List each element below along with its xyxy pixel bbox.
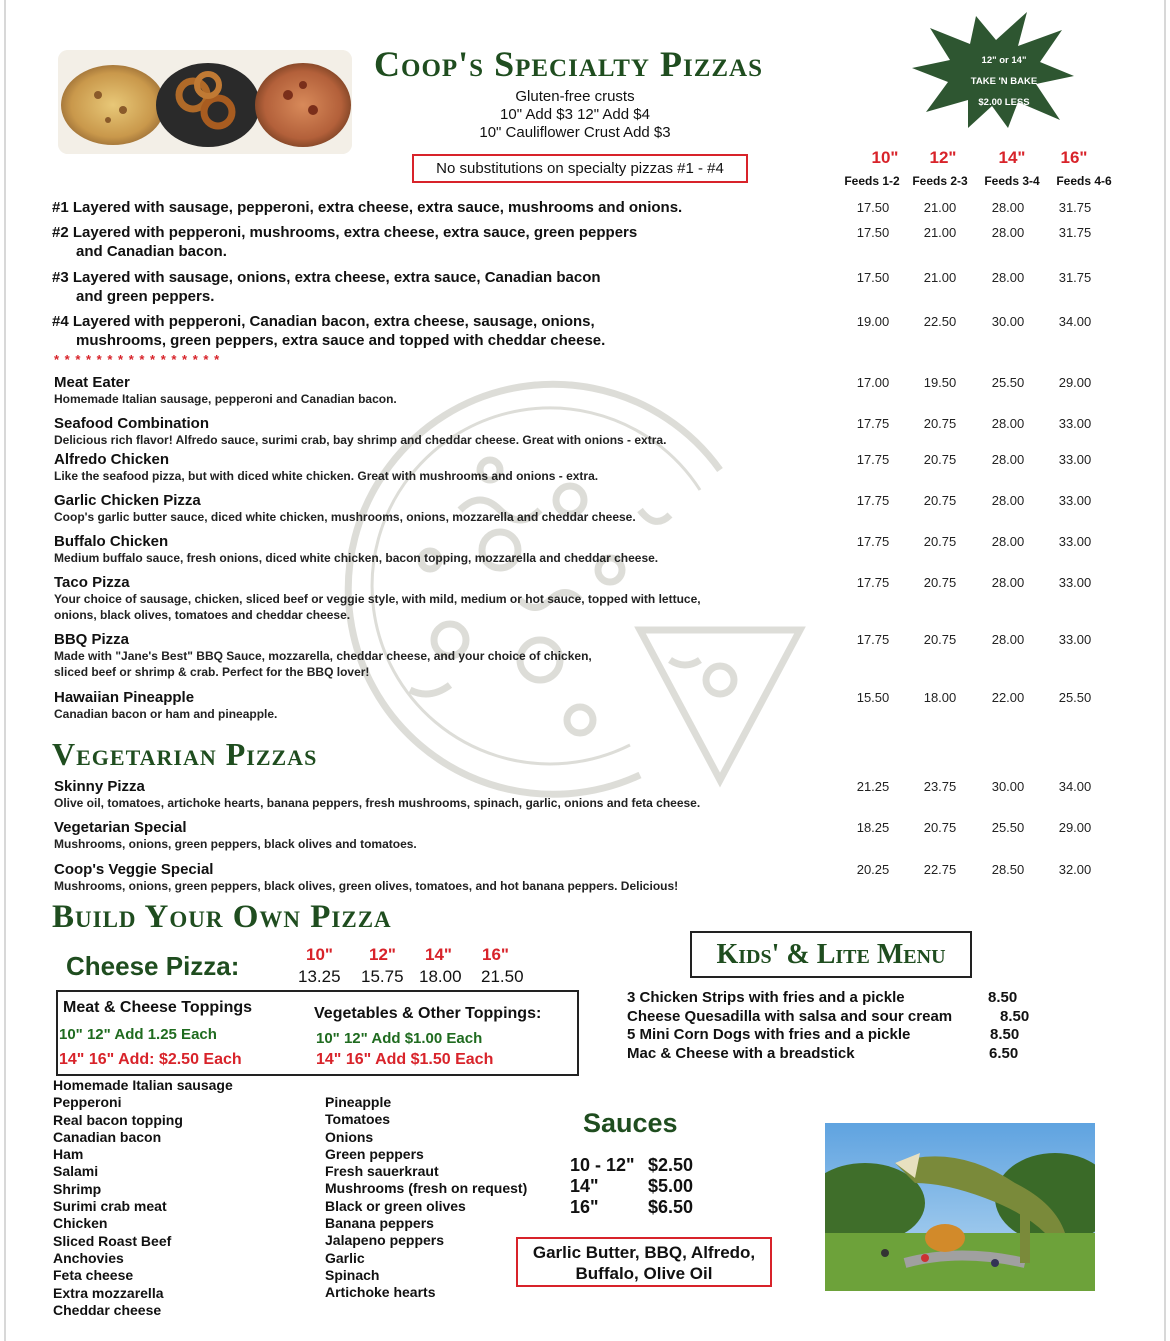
list-item: Artichoke hearts <box>325 1284 436 1301</box>
list-item: Cheddar cheese <box>53 1301 162 1318</box>
size-header-10: 10" <box>871 148 899 167</box>
meat-price-large: 14" 16" Add: $2.50 Each <box>59 1051 242 1068</box>
item-desc: Canadian bacon or ham and pineapple. <box>54 707 278 721</box>
item-name: BBQ Pizza <box>54 631 130 648</box>
meat-price-small: 10" 12" Add 1.25 Each <box>59 1026 217 1043</box>
list-item: Homemade Italian sausage <box>53 1077 233 1093</box>
item-coops-veggie <box>54 861 678 894</box>
feeds-12: Feeds 2-3 <box>912 174 968 188</box>
meat-toppings-title: Meat & Cheese Toppings <box>63 999 253 1016</box>
item-desc: Homemade Italian sausage, pepperoni and Canadian bacon. <box>54 392 397 406</box>
kids-item-name: 3 Chicken Strips with fries and a pickle <box>627 989 905 1006</box>
price-cell: 33.00 <box>1058 493 1092 508</box>
item-skinny <box>54 778 700 811</box>
list-item: Mushrooms (fresh on request) <box>325 1180 528 1197</box>
list-item: Real bacon topping <box>53 1111 183 1128</box>
special-1 <box>52 198 682 217</box>
special-text: #4 Layered with pepperoni, Canadian bacon, extra cheese, sausage, onions, <box>52 313 595 330</box>
list-item: Sliced Roast Beef <box>53 1232 172 1249</box>
list-item: Jalapeno peppers <box>325 1232 445 1249</box>
sauce-size: 14" <box>570 1176 599 1196</box>
price-cell: 20.75 <box>923 416 957 431</box>
item-name: Taco Pizza <box>54 574 130 591</box>
list-item: Feta cheese <box>53 1267 134 1284</box>
item-name: Hawaiian Pineapple <box>54 689 195 706</box>
price-cell: 30.00 <box>991 314 1025 329</box>
sauce-row <box>570 1176 710 1197</box>
item-desc: Your choice of sausage, chicken, sliced beef or veggie style, with mild, medium or hot sauce, topped with lettuce, <box>54 592 701 606</box>
crust-info <box>400 88 750 142</box>
item-meat-eater <box>54 374 397 407</box>
right-border <box>1164 0 1166 1341</box>
item-name: Skinny Pizza <box>54 778 145 795</box>
left-border <box>4 0 6 1341</box>
price-cell: 15.50 <box>856 690 890 705</box>
kids-item <box>627 1026 1037 1045</box>
kids-item <box>627 989 1037 1008</box>
price-cell: 28.50 <box>991 862 1025 877</box>
sauce-prices <box>570 1155 710 1218</box>
kids-item-price: 8.50 <box>1000 1007 1030 1025</box>
veg-price-large: 14" 16" Add $1.50 Each <box>316 1051 494 1068</box>
sauce-price: $6.50 <box>648 1197 694 1217</box>
item-name: Meat Eater <box>54 374 130 391</box>
item-desc: sliced beef or shrimp & crab. Perfect for the BBQ lover! <box>54 665 370 679</box>
cheese-price: 15.75 <box>361 967 404 986</box>
price-cell: 18.25 <box>856 820 890 835</box>
price-cell: 32.00 <box>1058 862 1092 877</box>
sauce-row <box>570 1197 710 1218</box>
badge-line: TAKE 'N BAKE <box>970 76 1038 87</box>
item-name: Alfredo Chicken <box>54 451 170 468</box>
price-cell: 28.00 <box>991 200 1025 215</box>
sauce-size: 16" <box>570 1197 599 1217</box>
list-item: Green peppers <box>325 1145 424 1162</box>
item-seafood <box>54 415 666 448</box>
price-cell: 23.75 <box>923 779 957 794</box>
veg-price-small: 10" 12" Add $1.00 Each <box>316 1030 483 1047</box>
list-item: Ham <box>53 1146 84 1163</box>
list-item: Black or green olives <box>325 1197 466 1214</box>
price-cell: 20.75 <box>923 632 957 647</box>
list-item: Chicken <box>53 1215 108 1232</box>
feeds-10: Feeds 1-2 <box>844 174 900 188</box>
kids-item-price: 6.50 <box>989 1045 1019 1063</box>
list-item: Pineapple <box>325 1094 392 1110</box>
crust-line: Gluten-free crusts <box>515 88 635 105</box>
price-cell: 20.75 <box>923 575 957 590</box>
item-desc: onions, black olives, tomatoes and cheddar cheese. <box>54 608 351 622</box>
cheese-size: 12" <box>369 945 396 964</box>
price-cell: 28.00 <box>991 575 1025 590</box>
price-cell: 20.75 <box>923 820 957 835</box>
item-buffalo <box>54 533 658 566</box>
feeds-14: Feeds 3-4 <box>984 174 1040 188</box>
price-cell: 21.00 <box>923 200 957 215</box>
item-garlic-chicken <box>54 492 636 525</box>
item-desc: Mushrooms, onions, green peppers, black olives and tomatoes. <box>54 837 417 851</box>
kids-menu-list <box>627 989 1037 1064</box>
price-cell: 22.75 <box>923 862 957 877</box>
price-cell: 17.75 <box>856 534 890 549</box>
price-cell: 28.00 <box>991 632 1025 647</box>
price-cell: 33.00 <box>1058 452 1092 467</box>
star-separator: * * * * * * * * * * * * * * * * <box>54 352 221 367</box>
item-desc: Medium buffalo sauce, fresh onions, diced white chicken, bacon topping, mozzarella and cheddar cheese. <box>54 551 659 565</box>
list-item: Garlic <box>325 1249 365 1266</box>
item-veg-special <box>54 819 417 852</box>
cheese-price: 21.50 <box>481 967 524 986</box>
size-header-16: 16" <box>1060 148 1088 167</box>
kids-item-name: Mac & Cheese with a breadstick <box>627 1045 855 1063</box>
price-cell: 22.00 <box>991 690 1025 705</box>
price-cell: 21.00 <box>923 225 957 240</box>
item-name: Seafood Combination <box>54 415 209 432</box>
kids-menu-title: Kids' & Lite Menu <box>716 939 946 970</box>
item-taco <box>54 574 701 623</box>
item-desc: Like the seafood pizza, but with diced white chicken. Great with mushrooms and onions - extra. <box>54 469 599 483</box>
price-cell: 33.00 <box>1058 534 1092 549</box>
price-cell: 18.00 <box>923 690 957 705</box>
price-cell: 29.00 <box>1058 820 1092 835</box>
cheese-price: 13.25 <box>298 967 341 986</box>
list-item: Banana peppers <box>325 1215 434 1232</box>
sauce-options-line: Buffalo, Olive Oil <box>575 1264 713 1283</box>
special-text: #1 Layered with sausage, pepperoni, extra cheese, extra sauce, mushrooms and onions. <box>52 199 683 216</box>
price-cell: 25.50 <box>991 820 1025 835</box>
price-cell: 25.50 <box>991 375 1025 390</box>
sauce-row <box>570 1155 710 1176</box>
price-cell: 20.75 <box>923 493 957 508</box>
item-name: Vegetarian Special <box>54 819 187 836</box>
badge-line: 12" or 14" <box>981 55 1027 66</box>
list-item: Shrimp <box>53 1180 102 1197</box>
item-alfredo <box>54 451 598 484</box>
special-text: mushrooms, green peppers, extra sauce and topped with cheddar cheese. <box>76 332 606 349</box>
page-title: Coop's Specialty Pizzas <box>374 44 764 84</box>
special-text: and Canadian bacon. <box>76 243 227 260</box>
list-item: Pepperoni <box>53 1094 122 1111</box>
price-cell: 28.00 <box>991 225 1025 240</box>
list-item: Spinach <box>325 1266 380 1283</box>
cheese-pizza-label: Cheese Pizza: <box>66 951 240 981</box>
cheese-size: 14" <box>425 945 452 964</box>
list-item: Onions <box>325 1128 374 1145</box>
cheese-price: 18.00 <box>419 967 462 986</box>
price-cell: 17.75 <box>856 575 890 590</box>
list-item: Tomatoes <box>325 1111 391 1128</box>
size-header-12: 12" <box>929 148 957 167</box>
build-title: Build Your Own Pizza <box>52 899 392 935</box>
special-3 <box>52 268 601 306</box>
list-item: Fresh sauerkraut <box>325 1163 439 1180</box>
muskie-statue-photo <box>825 1123 1095 1291</box>
price-cell: 22.50 <box>923 314 957 329</box>
sauce-options-box <box>516 1237 772 1287</box>
item-desc: Made with "Jane's Best" BBQ Sauce, mozzarella, cheddar cheese, and your choice of chicken, <box>54 649 592 663</box>
price-cell: 28.00 <box>991 416 1025 431</box>
price-cell: 17.75 <box>856 416 890 431</box>
price-cell: 31.75 <box>1058 200 1092 215</box>
kids-menu-title-box <box>690 931 972 978</box>
no-substitution-note: No substitutions on specialty pizzas #1 - #4 <box>412 154 748 183</box>
special-2 <box>52 223 637 261</box>
price-cell: 28.00 <box>991 270 1025 285</box>
price-cell: 31.75 <box>1058 225 1092 240</box>
item-name: Garlic Chicken Pizza <box>54 492 201 509</box>
price-cell: 29.00 <box>1058 375 1092 390</box>
price-cell: 31.75 <box>1058 270 1092 285</box>
feeds-16: Feeds 4-6 <box>1056 174 1112 188</box>
crust-line: 10" Cauliflower Crust Add $3 <box>479 124 671 141</box>
special-text: and green peppers. <box>76 288 215 305</box>
kids-item-name: 5 Mini Corn Dogs with fries and a pickle <box>627 1026 911 1044</box>
item-desc: Mushrooms, onions, green peppers, black olives, green olives, tomatoes, and hot banana peppers. Delicious! <box>54 879 679 893</box>
price-cell: 28.00 <box>991 452 1025 467</box>
price-cell: 17.50 <box>856 270 890 285</box>
price-cell: 17.75 <box>856 632 890 647</box>
list-item: Anchovies <box>53 1249 124 1266</box>
price-cell: 20.75 <box>923 452 957 467</box>
price-cell: 19.50 <box>923 375 957 390</box>
price-cell: 21.00 <box>923 270 957 285</box>
item-name: Coop's Veggie Special <box>54 861 214 878</box>
item-bbq <box>54 631 592 680</box>
star-badge-text <box>912 50 1096 113</box>
price-cell: 17.50 <box>856 225 890 240</box>
vegetarian-title: Vegetarian Pizzas <box>52 736 318 772</box>
price-cell: 17.50 <box>856 200 890 215</box>
price-cell: 34.00 <box>1058 779 1092 794</box>
veg-toppings-title: Vegetables & Other Toppings: <box>314 1005 542 1022</box>
meat-topping-list <box>53 1077 233 1319</box>
sauce-price: $2.50 <box>648 1155 694 1175</box>
badge-line: $2.00 LESS <box>978 97 1030 108</box>
item-desc: Olive oil, tomatoes, artichoke hearts, banana peppers, fresh mushrooms, spinach, garlic, onions and feta cheese. <box>54 796 701 810</box>
kids-item-price: 8.50 <box>990 1026 1020 1044</box>
price-cell: 33.00 <box>1058 632 1092 647</box>
crust-line: 10" Add $3 12" Add $4 <box>500 106 650 123</box>
kids-item <box>627 1045 1037 1064</box>
list-item: Surimi crab meat <box>53 1198 167 1215</box>
special-text: #2 Layered with pepperoni, mushrooms, extra cheese, extra sauce, green peppers <box>52 224 638 241</box>
list-item: Canadian bacon <box>53 1128 162 1145</box>
pizza-photo <box>58 50 352 154</box>
kids-item <box>627 1008 1037 1027</box>
price-cell: 17.75 <box>856 493 890 508</box>
item-hawaiian <box>54 689 277 722</box>
kids-item-name: Cheese Quesadilla with salsa and sour cream <box>627 1007 953 1025</box>
list-item: Extra mozzarella <box>53 1284 164 1301</box>
sauce-options-line: Garlic Butter, BBQ, Alfredo, <box>532 1243 756 1262</box>
sauces-title: Sauces <box>583 1108 678 1138</box>
price-cell: 20.25 <box>856 862 890 877</box>
price-cell: 33.00 <box>1058 416 1092 431</box>
item-name: Buffalo Chicken <box>54 533 169 550</box>
special-text: #3 Layered with sausage, onions, extra cheese, extra sauce, Canadian bacon <box>52 269 601 286</box>
list-item: Salami <box>53 1163 99 1180</box>
cheese-size: 16" <box>482 945 509 964</box>
kids-item-price: 8.50 <box>988 989 1018 1006</box>
price-cell: 19.00 <box>856 314 890 329</box>
price-cell: 21.25 <box>856 779 890 794</box>
price-cell: 17.00 <box>856 375 890 390</box>
price-cell: 20.75 <box>923 534 957 549</box>
toppings-box <box>56 990 579 1076</box>
cheese-size: 10" <box>306 945 333 964</box>
price-cell: 28.00 <box>991 534 1025 549</box>
sauce-size: 10 - 12" <box>570 1155 635 1175</box>
veg-topping-list <box>325 1094 527 1302</box>
item-desc: Coop's garlic butter sauce, diced white chicken, mushrooms, onions, mozzarella and cheddar cheese. <box>54 510 636 524</box>
price-cell: 25.50 <box>1058 690 1092 705</box>
price-cell: 17.75 <box>856 452 890 467</box>
sauce-price: $5.00 <box>648 1176 694 1196</box>
price-cell: 33.00 <box>1058 575 1092 590</box>
price-cell: 34.00 <box>1058 314 1092 329</box>
item-desc: Delicious rich flavor! Alfredo sauce, surimi crab, bay shrimp and cheddar cheese. Great with onions - extra. <box>54 433 667 447</box>
size-header-14: 14" <box>998 148 1026 167</box>
special-4 <box>52 312 605 350</box>
price-cell: 28.00 <box>991 493 1025 508</box>
price-cell: 30.00 <box>991 779 1025 794</box>
